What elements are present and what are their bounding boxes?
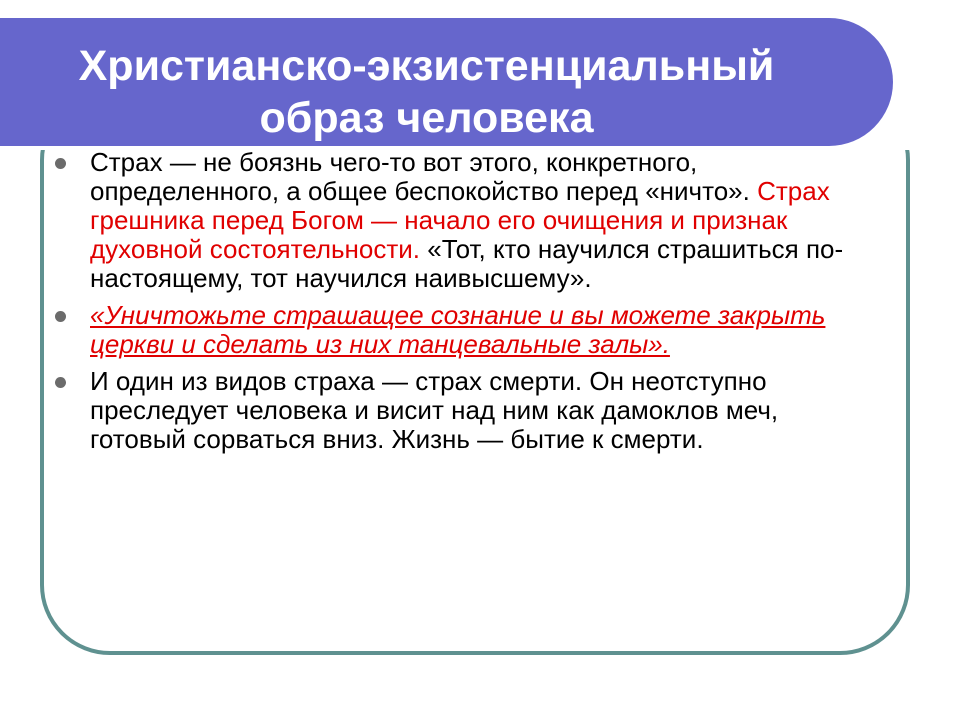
highest-fear-quote: «Тот, кто научился страшиться по-настоящему, тот научился наивысшему». — [90, 234, 844, 293]
bullet-icon — [55, 377, 66, 388]
churches-quote-link[interactable]: «Уничтожьте страшащее сознание и вы можете закрыть церкви и сделать из них танцевальные залы». — [90, 300, 826, 359]
death-fear-text: И один из видов страха — страх смерти. Он неотступно преследует человека и висит над ним как дамоклов меч, готовый сорваться вниз. Жизнь — бытие к смерти. — [90, 366, 779, 454]
bullet-item-death — [52, 367, 852, 454]
bullet-icon — [55, 158, 66, 169]
slide-content — [52, 148, 852, 462]
title-bar — [0, 18, 893, 146]
bullet-item-quote — [52, 301, 852, 359]
title-line-1: Христианско-экзистенциальный — [78, 42, 775, 90]
title-line-2: образ человека — [259, 94, 594, 142]
bullet-item-fear — [52, 148, 852, 293]
sinner-fear-text: Страх грешника перед Богом — начало его очищения и признак духовной состоятельности. — [90, 176, 830, 264]
fear-definition-text: Страх — не боязнь чего-то вот этого, конкретного, определенного, а общее беспокойство перед «ничто». — [90, 147, 750, 206]
bullet-icon — [55, 311, 66, 322]
slide-title — [0, 40, 893, 144]
